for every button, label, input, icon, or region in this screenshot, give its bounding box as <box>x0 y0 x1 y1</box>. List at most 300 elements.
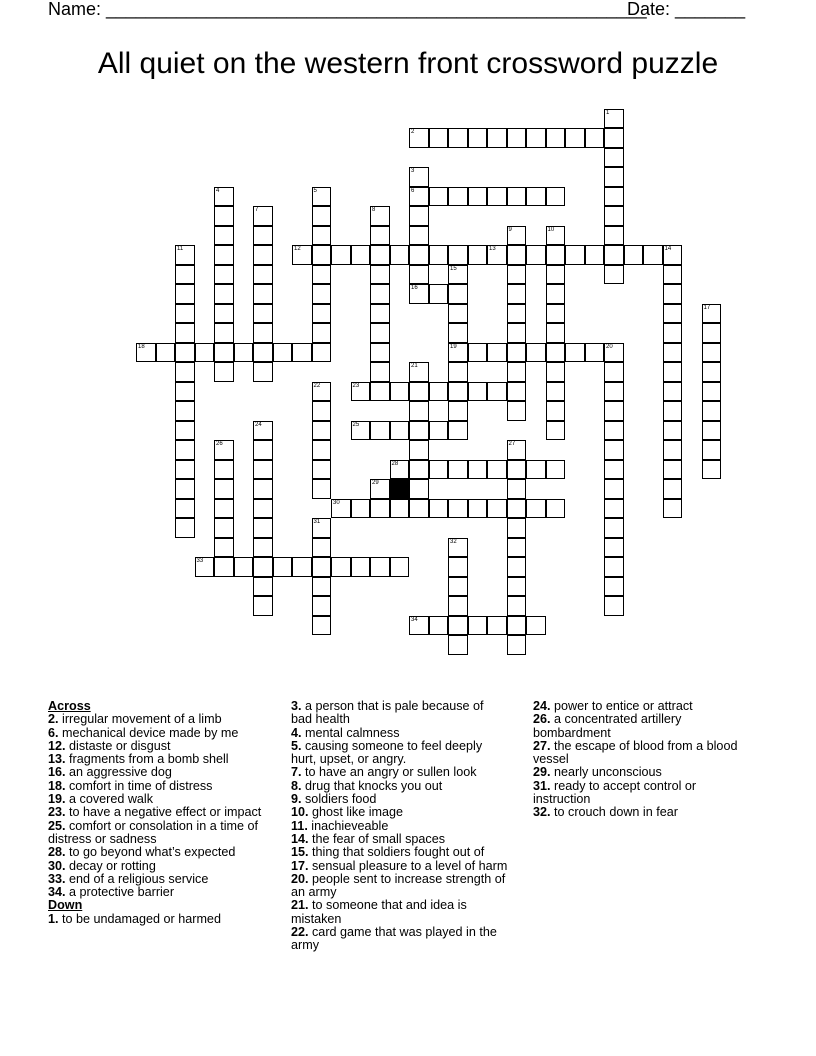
grid-cell[interactable] <box>663 304 683 324</box>
clue-item <box>48 780 261 793</box>
grid-cell[interactable] <box>663 382 683 402</box>
grid-cell[interactable] <box>409 284 429 304</box>
grid-cell[interactable] <box>390 421 410 441</box>
grid-cell[interactable] <box>468 499 488 519</box>
grid-cell[interactable] <box>507 323 527 343</box>
clue-item <box>291 766 507 779</box>
grid-cell[interactable] <box>702 440 722 460</box>
grid-cell[interactable] <box>175 479 195 499</box>
grid-cell[interactable] <box>234 343 254 363</box>
grid-cell[interactable] <box>273 557 293 577</box>
grid-cell[interactable] <box>370 284 390 304</box>
clue-text: inachieveable <box>307 818 389 833</box>
grid-cell[interactable] <box>429 284 449 304</box>
grid-cell[interactable] <box>448 362 468 382</box>
grid-cell[interactable] <box>253 596 273 616</box>
grid-cell[interactable] <box>409 226 429 246</box>
grid-cell[interactable] <box>487 382 507 402</box>
grid-cell[interactable] <box>546 460 566 480</box>
grid-cell[interactable] <box>468 128 488 148</box>
grid-cell[interactable] <box>429 245 449 265</box>
grid-cell[interactable] <box>468 187 488 207</box>
grid-cell[interactable] <box>487 499 507 519</box>
grid-cell[interactable] <box>312 323 332 343</box>
grid-cell[interactable] <box>546 421 566 441</box>
grid-cell[interactable] <box>429 421 449 441</box>
grid-cell[interactable] <box>663 343 683 363</box>
grid-cell[interactable] <box>604 187 624 207</box>
grid-cell[interactable] <box>507 265 527 285</box>
grid-cell[interactable] <box>663 421 683 441</box>
grid-cell[interactable] <box>526 616 546 636</box>
grid-cell[interactable] <box>546 362 566 382</box>
grid-cell[interactable] <box>487 128 507 148</box>
grid-cell[interactable] <box>253 557 273 577</box>
grid-cell[interactable] <box>604 167 624 187</box>
grid-cell[interactable] <box>507 538 527 558</box>
grid-cell[interactable] <box>702 401 722 421</box>
grid-cell[interactable] <box>253 226 273 246</box>
grid-cell[interactable] <box>370 421 390 441</box>
grid-cell[interactable] <box>390 557 410 577</box>
clue-number: 2. <box>48 712 59 727</box>
grid-cell[interactable] <box>312 245 332 265</box>
clue-item <box>48 886 261 899</box>
grid-cell[interactable] <box>409 421 429 441</box>
clue-number-label: 20 <box>606 343 613 350</box>
grid-cell[interactable] <box>312 382 332 402</box>
grid-cell[interactable] <box>214 245 234 265</box>
grid-cell[interactable] <box>253 440 273 460</box>
clue-item <box>48 713 261 726</box>
grid-cell[interactable] <box>292 245 312 265</box>
grid-cell[interactable] <box>643 245 663 265</box>
grid-cell[interactable] <box>487 187 507 207</box>
grid-cell[interactable] <box>604 499 624 519</box>
grid-cell[interactable] <box>370 557 390 577</box>
clue-text-continued: army <box>291 938 319 953</box>
grid-cell[interactable] <box>409 362 429 382</box>
grid-cell[interactable] <box>448 401 468 421</box>
grid-cell[interactable] <box>565 128 585 148</box>
clue-text: mental calmness <box>301 725 400 740</box>
grid-cell[interactable] <box>448 323 468 343</box>
grid-cell[interactable] <box>507 343 527 363</box>
grid-cell[interactable] <box>546 245 566 265</box>
grid-cell[interactable] <box>507 518 527 538</box>
grid-cell[interactable] <box>507 362 527 382</box>
clue-number-label: 13 <box>489 246 496 252</box>
grid-cell[interactable] <box>370 499 390 519</box>
grid-cell[interactable] <box>195 557 215 577</box>
grid-cell[interactable] <box>546 265 566 285</box>
grid-cell[interactable] <box>448 284 468 304</box>
grid-cell[interactable] <box>312 284 332 304</box>
grid-cell[interactable] <box>663 479 683 499</box>
grid-cell[interactable] <box>507 440 527 460</box>
grid-cell[interactable] <box>390 382 410 402</box>
grid-cell[interactable] <box>175 518 195 538</box>
grid-cell[interactable] <box>448 460 468 480</box>
grid-cell[interactable] <box>234 557 254 577</box>
grid-cell[interactable] <box>565 245 585 265</box>
grid-cell[interactable] <box>604 226 624 246</box>
grid-cell[interactable] <box>429 187 449 207</box>
grid-cell[interactable] <box>409 167 429 187</box>
grid-cell[interactable] <box>370 362 390 382</box>
grid-cell[interactable] <box>526 187 546 207</box>
grid-cell[interactable] <box>507 460 527 480</box>
grid-cell[interactable] <box>604 479 624 499</box>
grid-cell[interactable] <box>546 187 566 207</box>
grid-cell[interactable] <box>507 304 527 324</box>
clue-number-label: 24 <box>255 421 262 428</box>
grid-cell[interactable] <box>253 245 273 265</box>
clue-text: to crouch down in fear <box>550 805 678 820</box>
grid-cell[interactable] <box>253 518 273 538</box>
grid-cell[interactable] <box>429 128 449 148</box>
grid-cell[interactable] <box>468 460 488 480</box>
grid-cell[interactable] <box>312 518 332 538</box>
grid-cell[interactable] <box>175 304 195 324</box>
grid-cell[interactable] <box>585 343 605 363</box>
grid-cell[interactable] <box>390 460 410 480</box>
grid-cell[interactable] <box>585 245 605 265</box>
grid-cell[interactable] <box>448 304 468 324</box>
grid-cell[interactable] <box>448 343 468 363</box>
grid-cell[interactable] <box>312 187 332 207</box>
grid-cell[interactable] <box>370 479 390 499</box>
grid-cell[interactable] <box>370 343 390 363</box>
grid-cell[interactable] <box>448 616 468 636</box>
name-field[interactable]: Name: ______________________________________________________ <box>48 0 647 19</box>
grid-cell[interactable] <box>175 284 195 304</box>
grid-cell[interactable] <box>370 382 390 402</box>
grid-cell[interactable] <box>448 538 468 558</box>
grid-cell[interactable] <box>448 596 468 616</box>
grid-cell[interactable] <box>507 128 527 148</box>
grid-cell[interactable] <box>409 187 429 207</box>
grid-cell[interactable] <box>487 343 507 363</box>
grid-cell[interactable] <box>487 616 507 636</box>
grid-cell[interactable] <box>312 557 332 577</box>
grid-cell[interactable] <box>253 538 273 558</box>
grid-cell[interactable] <box>429 382 449 402</box>
grid-cell[interactable] <box>214 265 234 285</box>
grid-cell[interactable] <box>429 460 449 480</box>
grid-cell[interactable] <box>214 479 234 499</box>
grid-cell[interactable] <box>663 401 683 421</box>
grid-cell[interactable] <box>214 499 234 519</box>
clue-number-label: 33 <box>196 558 204 564</box>
clue-number-label: 14 <box>664 246 672 252</box>
grid-cell[interactable] <box>253 343 273 363</box>
grid-cell[interactable] <box>565 343 585 363</box>
grid-cell[interactable] <box>468 245 488 265</box>
grid-cell[interactable] <box>448 382 468 402</box>
grid-cell[interactable] <box>409 245 429 265</box>
grid-cell[interactable] <box>214 518 234 538</box>
grid-cell[interactable] <box>604 148 624 168</box>
grid-cell[interactable] <box>175 265 195 285</box>
grid-cell[interactable] <box>214 362 234 382</box>
grid-cell[interactable] <box>214 187 234 207</box>
grid-cell[interactable] <box>253 206 273 226</box>
grid-cell[interactable] <box>370 265 390 285</box>
grid-cell[interactable] <box>370 304 390 324</box>
grid-cell[interactable] <box>663 323 683 343</box>
grid-cell[interactable] <box>604 421 624 441</box>
grid-cell[interactable] <box>507 635 527 655</box>
grid-cell[interactable] <box>604 109 624 129</box>
grid-cell[interactable] <box>663 245 683 265</box>
grid-cell[interactable] <box>585 128 605 148</box>
grid-cell[interactable] <box>409 265 429 285</box>
grid-cell[interactable] <box>604 128 624 148</box>
grid-cell[interactable] <box>507 284 527 304</box>
grid-cell[interactable] <box>604 382 624 402</box>
grid-cell[interactable] <box>409 206 429 226</box>
grid-cell[interactable] <box>351 557 371 577</box>
grid-cell[interactable] <box>448 577 468 597</box>
grid-cell[interactable] <box>604 265 624 285</box>
grid-cell[interactable] <box>175 323 195 343</box>
grid-cell[interactable] <box>507 382 527 402</box>
grid-cell[interactable] <box>604 538 624 558</box>
grid-cell[interactable] <box>214 304 234 324</box>
grid-cell[interactable] <box>370 323 390 343</box>
grid-cell[interactable] <box>507 401 527 421</box>
grid-cell[interactable] <box>351 421 371 441</box>
grid-cell[interactable] <box>604 245 624 265</box>
grid-cell[interactable] <box>175 499 195 519</box>
grid-cell[interactable] <box>507 187 527 207</box>
clue-number-label: 2 <box>411 129 415 135</box>
clue-number: 16. <box>48 765 66 780</box>
grid-cell[interactable] <box>507 616 527 636</box>
grid-cell[interactable] <box>312 538 332 558</box>
grid-cell[interactable] <box>136 343 156 363</box>
grid-cell[interactable] <box>448 499 468 519</box>
grid-cell[interactable] <box>175 382 195 402</box>
grid-cell[interactable] <box>448 635 468 655</box>
grid-cell[interactable] <box>370 245 390 265</box>
grid-cell[interactable] <box>312 421 332 441</box>
grid-cell[interactable] <box>214 460 234 480</box>
date-field[interactable]: Date: _______ <box>627 0 746 19</box>
grid-cell[interactable] <box>507 557 527 577</box>
grid-cell[interactable] <box>604 343 624 363</box>
grid-cell[interactable] <box>312 616 332 636</box>
grid-cell[interactable] <box>292 557 312 577</box>
grid-cell[interactable] <box>312 596 332 616</box>
grid-cell[interactable] <box>526 499 546 519</box>
grid-cell[interactable] <box>253 460 273 480</box>
grid-cell[interactable] <box>351 382 371 402</box>
grid-cell[interactable] <box>526 128 546 148</box>
grid-cell[interactable] <box>331 557 351 577</box>
grid-cell[interactable] <box>409 616 429 636</box>
clue-text: power to entice or attract <box>550 699 693 713</box>
grid-cell[interactable] <box>604 577 624 597</box>
clue-text: soldiers food <box>301 792 377 807</box>
grid-cell[interactable] <box>702 421 722 441</box>
grid-cell[interactable] <box>175 362 195 382</box>
grid-cell[interactable] <box>507 479 527 499</box>
grid-cell[interactable] <box>663 265 683 285</box>
grid-cell[interactable] <box>663 499 683 519</box>
grid-cell[interactable] <box>663 362 683 382</box>
grid-cell[interactable] <box>448 421 468 441</box>
grid-cell[interactable] <box>214 226 234 246</box>
grid-cell[interactable] <box>702 382 722 402</box>
grid-cell[interactable] <box>214 206 234 226</box>
clue-number: 34. <box>48 885 66 900</box>
grid-cell[interactable] <box>487 245 507 265</box>
grid-cell[interactable] <box>546 499 566 519</box>
grid-cell[interactable] <box>351 245 371 265</box>
grid-cell[interactable] <box>312 401 332 421</box>
clue-number: 6. <box>48 725 59 740</box>
grid-cell[interactable] <box>292 343 312 363</box>
grid-cell[interactable] <box>175 421 195 441</box>
grid-cell[interactable] <box>487 460 507 480</box>
clue-text: the escape of blood from a blood <box>550 738 738 753</box>
grid-cell[interactable] <box>546 128 566 148</box>
grid-cell[interactable] <box>331 245 351 265</box>
clue-text: to someone that and idea is <box>308 898 467 913</box>
grid-cell[interactable] <box>175 460 195 480</box>
grid-cell[interactable] <box>156 343 176 363</box>
grid-cell[interactable] <box>390 499 410 519</box>
grid-cell[interactable] <box>448 557 468 577</box>
grid-cell[interactable] <box>175 401 195 421</box>
grid-cell[interactable] <box>604 401 624 421</box>
grid-cell[interactable] <box>253 421 273 441</box>
grid-cell[interactable] <box>253 284 273 304</box>
grid-cell[interactable] <box>409 382 429 402</box>
grid-cell[interactable] <box>312 479 332 499</box>
grid-cell[interactable] <box>370 206 390 226</box>
grid-cell[interactable] <box>468 382 488 402</box>
grid-cell[interactable] <box>390 245 410 265</box>
grid-cell[interactable] <box>175 245 195 265</box>
clue-number-label: 6 <box>411 187 415 194</box>
grid-cell[interactable] <box>253 362 273 382</box>
grid-cell[interactable] <box>546 304 566 324</box>
grid-cell[interactable] <box>604 440 624 460</box>
grid-cell[interactable] <box>195 343 215 363</box>
grid-cell[interactable] <box>526 460 546 480</box>
grid-cell[interactable] <box>312 226 332 246</box>
grid-cell[interactable] <box>663 460 683 480</box>
grid-cell[interactable] <box>468 343 488 363</box>
grid-cell[interactable] <box>702 343 722 363</box>
clue-text: to be undamaged or harmed <box>58 911 221 926</box>
grid-cell[interactable] <box>546 323 566 343</box>
grid-cell[interactable] <box>702 323 722 343</box>
grid-cell[interactable] <box>429 616 449 636</box>
grid-cell[interactable] <box>253 265 273 285</box>
grid-cell[interactable] <box>351 499 371 519</box>
grid-cell[interactable] <box>507 226 527 246</box>
grid-cell[interactable] <box>702 304 722 324</box>
grid-cell[interactable] <box>448 128 468 148</box>
grid-cell[interactable] <box>507 577 527 597</box>
grid-cell[interactable] <box>253 499 273 519</box>
grid-cell[interactable] <box>214 343 234 363</box>
grid-cell[interactable] <box>312 206 332 226</box>
grid-cell[interactable] <box>702 460 722 480</box>
grid-cell[interactable] <box>214 538 234 558</box>
grid-cell[interactable] <box>702 362 722 382</box>
grid-cell[interactable] <box>312 460 332 480</box>
grid-cell[interactable] <box>214 557 234 577</box>
grid-cell[interactable] <box>409 460 429 480</box>
grid-cell[interactable] <box>312 265 332 285</box>
grid-cell[interactable] <box>409 401 429 421</box>
clue-item <box>48 806 261 819</box>
grid-cell[interactable] <box>507 245 527 265</box>
grid-cell[interactable] <box>546 401 566 421</box>
grid-cell[interactable] <box>526 245 546 265</box>
grid-cell[interactable] <box>175 440 195 460</box>
grid-cell[interactable] <box>409 128 429 148</box>
grid-cell[interactable] <box>312 304 332 324</box>
grid-cell[interactable] <box>312 577 332 597</box>
clue-number: 25. <box>48 818 66 833</box>
grid-cell[interactable] <box>448 265 468 285</box>
grid-cell[interactable] <box>604 557 624 577</box>
grid-cell[interactable] <box>604 460 624 480</box>
grid-cell[interactable] <box>663 284 683 304</box>
grid-cell[interactable] <box>253 304 273 324</box>
grid-cell[interactable] <box>526 343 546 363</box>
grid-cell[interactable] <box>214 323 234 343</box>
grid-cell[interactable] <box>253 577 273 597</box>
grid-cell[interactable] <box>546 226 566 246</box>
grid-cell[interactable] <box>409 499 429 519</box>
grid-cell[interactable] <box>253 479 273 499</box>
grid-cell[interactable] <box>312 440 332 460</box>
grid-cell[interactable] <box>546 382 566 402</box>
grid-cell[interactable] <box>448 187 468 207</box>
grid-cell[interactable] <box>604 206 624 226</box>
grid-cell[interactable] <box>468 616 488 636</box>
grid-cell[interactable] <box>214 440 234 460</box>
grid-cell[interactable] <box>604 518 624 538</box>
grid-cell[interactable] <box>546 284 566 304</box>
grid-cell[interactable] <box>253 323 273 343</box>
grid-cell[interactable] <box>273 343 293 363</box>
grid-cell[interactable] <box>312 343 332 363</box>
grid-cell[interactable] <box>370 226 390 246</box>
grid-cell[interactable] <box>214 284 234 304</box>
grid-cell[interactable] <box>448 245 468 265</box>
grid-cell[interactable] <box>604 596 624 616</box>
grid-cell[interactable] <box>624 245 644 265</box>
grid-cell[interactable] <box>663 440 683 460</box>
grid-cell[interactable] <box>604 362 624 382</box>
grid-cell[interactable] <box>331 499 351 519</box>
grid-cell[interactable] <box>409 440 429 460</box>
grid-cell[interactable] <box>429 499 449 519</box>
grid-cell[interactable] <box>507 596 527 616</box>
grid-cell[interactable] <box>546 343 566 363</box>
grid-cell[interactable] <box>175 343 195 363</box>
grid-cell[interactable] <box>409 479 429 499</box>
grid-cell[interactable] <box>507 499 527 519</box>
